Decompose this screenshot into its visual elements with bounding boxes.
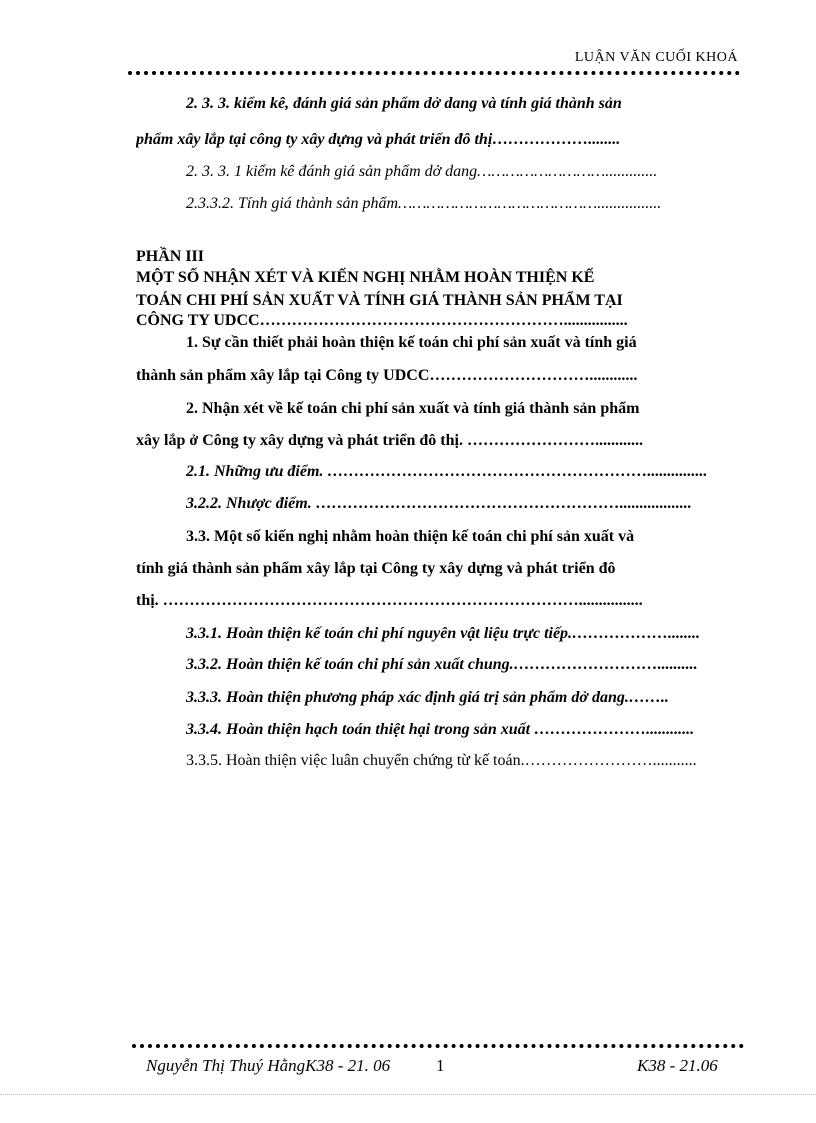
toc-section-2-3-3-line2: phẩm xây lắp tại công ty xây dựng và phát triển đô thị………………........ [136,131,621,148]
toc-item-3-3-1: 3.3.1. Hoàn thiện kế toán chi phí nguyên vật liệu trực tiếp.………………........ [186,625,701,642]
footer-page-number: 1 [436,1056,445,1075]
part-3-title-line2: TOÁN CHI PHÍ SẢN XUẤT VÀ TÍNH GIÁ THÀNH SẢN PHẨM TẠI [136,292,623,309]
toc-item-2-1: 2.1. Những ưu điểm. ……………………………………………………............... [186,463,708,480]
toc-item-3-3-4: 3.3.4. Hoàn thiện hạch toán thiệt hại trong sản xuất …………………............ [186,721,695,738]
toc-item-2-line1: 2. Nhận xét về kế toán chi phí sản xuất và tính giá thành sản phẩm [186,400,640,417]
toc-item-3-3-3: 3.3.3. Hoàn thiện phương pháp xác định giá trị sản phẩm dở dang.…….. [186,689,669,706]
toc-item-3-3-2: 3.3.2. Hoàn thiện kế toán chi phí sản xuất chung.……………………….......... [186,656,698,673]
header-title: LUẬN VĂN CUỐI KHOÁ [574,50,738,65]
part-3-label: PHẦN III [136,248,205,265]
footer-divider [132,1044,744,1048]
toc-section-2-3-3-1: 2. 3. 3. 1 kiểm kê đánh giá sản phẩm dở dang………………………............. [186,163,658,180]
toc-item-3-3-line3: thị. ……………………………………………………………………................ [136,592,643,609]
toc-item-3-3-5: 3.3.5. Hoàn thiện việc luân chuyển chứng từ kế toán.……………………........... [186,752,697,769]
toc-section-2-3-3-2: 2.3.3.2. Tính giá thành sản phẩm……………………………………................ [186,195,662,212]
header-divider [128,71,740,75]
part-3-title-line1: MỘT SỐ NHẬN XÉT VÀ KIẾN NGHỊ NHẰM HOÀN THIỆN KẾ [136,269,595,286]
page-edge [0,1094,816,1095]
footer-author: Nguyễn Thị Thuý HằngK38 - 21. 06 [146,1056,391,1075]
toc-section-2-3-3-line1: 2. 3. 3. kiểm kê, đánh giá sản phẩm dở dang và tính giá thành sản [186,95,622,112]
toc-item-3-3-line1: 3.3. Một số kiến nghị nhằm hoàn thiện kế toán chi phí sản xuất và [186,528,635,545]
toc-item-3-3-line2: tính giá thành sản phẩm xây lắp tại Công ty xây dựng và phát triển đô [136,560,616,577]
footer-class-code: K38 - 21.06 [637,1056,718,1075]
part-3-title-line3: CÔNG TY UDCC…………………………………………………................ [136,312,628,329]
toc-item-1-line2: thành sản phẩm xây lắp tại Công ty UDCC…………………………............ [136,367,638,384]
toc-item-3-2-2: 3.2.2. Nhược điểm. ………………………………………………….................. [186,495,692,512]
toc-item-2-line2: xây lắp ở Công ty xây dựng và phát triển đô thị. ……………………............ [136,432,643,449]
toc-item-1-line1: 1. Sự cần thiết phải hoàn thiện kế toán chi phí sản xuất và tính giá [186,334,637,351]
